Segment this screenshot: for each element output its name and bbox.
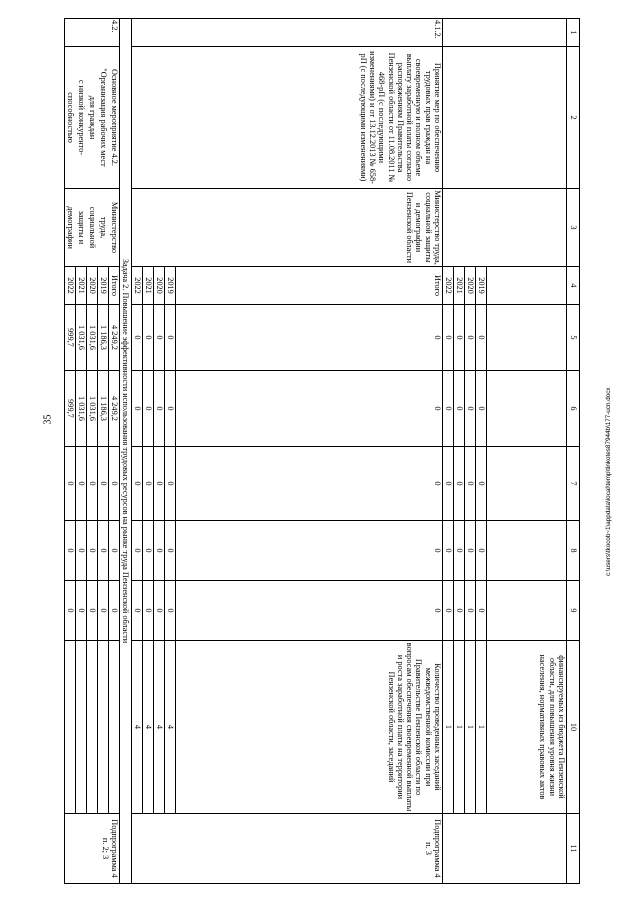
column-header: 8 (567, 521, 580, 581)
table-cell: 0 (65, 521, 76, 581)
table-cell: 2021 (143, 267, 154, 305)
table-cell: 2019 (98, 267, 109, 305)
table-cell: 1 (476, 641, 487, 814)
column-header: 7 (567, 447, 580, 521)
table-cell: 0 (76, 521, 87, 581)
table-cell (487, 447, 567, 521)
table-row (109, 19, 120, 884)
table-cell: 4 249,2 (109, 305, 120, 371)
table-cell: 2019 (165, 267, 176, 305)
measure-line: способностью (65, 47, 76, 189)
table-cell: 2020 (154, 267, 165, 305)
table-cell: 4 249,2 (109, 371, 120, 447)
table-cell: 2020 (465, 267, 476, 305)
table-cell: 0 (454, 521, 465, 581)
table-cell: 0 (87, 521, 98, 581)
table-cell: 4 (154, 641, 165, 814)
table-cell: 0 (165, 581, 176, 641)
table-cell: 0 (98, 521, 109, 581)
table-cell: 2021 (76, 267, 87, 305)
table-row (87, 19, 98, 884)
column-header: 11 (567, 814, 580, 884)
table-cell: 0 (143, 305, 154, 371)
table-row (487, 19, 567, 884)
table-cell: 0 (176, 371, 443, 447)
column-header: 9 (567, 581, 580, 641)
column-header: 1 (567, 19, 580, 47)
table-cell: 1 031,6 (76, 371, 87, 447)
table-cell: 1 (465, 641, 476, 814)
table-cell: 2022 (132, 267, 143, 305)
table-cell: 0 (443, 305, 454, 371)
table-cell: 0 (132, 521, 143, 581)
table-cell: 2022 (443, 267, 454, 305)
table-cell: 0 (132, 305, 143, 371)
table-cell: 0 (143, 371, 154, 447)
table-cell: Итого (176, 267, 443, 305)
table-row (76, 19, 87, 884)
table-cell: 999,7 (65, 305, 76, 371)
table-cell: 0 (154, 581, 165, 641)
table-cell: 0 (465, 521, 476, 581)
table-cell: 2022 (65, 267, 76, 305)
table-cell: 999,7 (65, 371, 76, 447)
table-cell: 0 (65, 447, 76, 521)
table-cell: 1 (454, 641, 465, 814)
column-header: 4 (567, 267, 580, 305)
table-cell: 0 (476, 447, 487, 521)
column-header: 10 (567, 641, 580, 814)
table-cell: 0 (154, 447, 165, 521)
executor-line: труда, (98, 189, 109, 267)
table-cell: 0 (476, 581, 487, 641)
table-cell (65, 641, 76, 814)
table-cell (109, 641, 120, 814)
table-cell: Итого (109, 267, 120, 305)
table-cell (443, 47, 567, 189)
table-cell: 0 (165, 371, 176, 447)
column-header: 5 (567, 305, 580, 371)
executor-line: демографии (65, 189, 76, 267)
table-cell: 0 (65, 581, 76, 641)
indicator-text: Количество проведенных заседаний межведомственной комиссии при Правительстве Пензенской области по вопросам обеспечения своевременной выплаты и роста заработной платы на территории Пензенской области, заседаний (176, 641, 443, 814)
table-cell: 0 (109, 581, 120, 641)
table-cell: 2019 (476, 267, 487, 305)
table-cell: 0 (476, 521, 487, 581)
table-cell: 0 (443, 581, 454, 641)
table-row (176, 19, 443, 884)
table-cell: 0 (87, 581, 98, 641)
table-cell: 0 (143, 521, 154, 581)
table-cell (87, 641, 98, 814)
table-cell (487, 521, 567, 581)
table-cell: 4 (165, 641, 176, 814)
table-cell: 1 031,6 (87, 305, 98, 371)
executor-line: социальной (87, 189, 98, 267)
measure-line: "Организация рабочих мест (98, 47, 109, 189)
table-cell (443, 189, 567, 267)
page-number: 35 (42, 414, 54, 425)
table-cell: 0 (165, 521, 176, 581)
table-cell: 0 (132, 447, 143, 521)
rotated-table-container (64, 18, 580, 883)
table-cell: 0 (154, 371, 165, 447)
table-cell: 0 (454, 305, 465, 371)
table-row (567, 19, 580, 884)
table-cell (443, 19, 567, 47)
table-cell: 0 (465, 581, 476, 641)
table-cell: 0 (154, 521, 165, 581)
table-cell: 0 (98, 447, 109, 521)
column-header: 6 (567, 371, 580, 447)
table-cell: 0 (443, 521, 454, 581)
footer-file-path: c:\users\tkocob~1\appdata\local\temp\tinkotes87944b\177-ucn.docx (605, 387, 612, 576)
table-cell (487, 371, 567, 447)
table-cell: 0 (154, 305, 165, 371)
table-cell: 1 186,3 (98, 305, 109, 371)
table-cell (487, 305, 567, 371)
table-cell (76, 641, 87, 814)
table-cell (487, 267, 567, 305)
table-cell: 0 (454, 581, 465, 641)
table-cell: 1 031,6 (87, 371, 98, 447)
table-cell: 0 (465, 371, 476, 447)
table-cell: 0 (465, 305, 476, 371)
indicator-text: финансируемых из бюджета Пензенской области, для повышения уровня жизни населения, нормативных правовых актов (487, 641, 567, 814)
table-cell: 0 (109, 447, 120, 521)
table-cell (487, 581, 567, 641)
table-cell: 4 (132, 641, 143, 814)
table-cell: 1 031,6 (76, 305, 87, 371)
table-cell: 0 (176, 581, 443, 641)
table-cell: 0 (443, 371, 454, 447)
table-cell: 1 186,3 (98, 371, 109, 447)
executor-line: защиты и (76, 189, 87, 267)
table-cell: 0 (454, 447, 465, 521)
table-row (120, 19, 132, 884)
column-header: 3 (567, 189, 580, 267)
table-cell: 2021 (454, 267, 465, 305)
table-cell: 1 (443, 641, 454, 814)
table-cell: 0 (143, 447, 154, 521)
program-ref: Подпрограмма 4 п. 3 (132, 814, 443, 884)
table-cell: 0 (476, 371, 487, 447)
column-header: 2 (567, 47, 580, 189)
table-cell: 0 (443, 447, 454, 521)
table-cell: 4 (143, 641, 154, 814)
table-cell: 2020 (87, 267, 98, 305)
table-cell: 0 (176, 447, 443, 521)
table-cell: 0 (76, 447, 87, 521)
task-heading: Задача 2. Повышение эффективности использования трудовых ресурсов на рынке труда Пензенской области (120, 19, 132, 884)
table-cell: 0 (176, 305, 443, 371)
measure-line: Основное мероприятие 4.2. (109, 47, 120, 189)
table-cell: 0 (109, 521, 120, 581)
table-cell: 0 (465, 447, 476, 521)
table-cell: 4.1.2. (132, 19, 443, 47)
table-row (65, 19, 76, 884)
table-cell (443, 814, 567, 884)
table-cell: 0 (454, 371, 465, 447)
executor-text: Министерство труда, социальной защиты и демографии Пензенской области (132, 189, 443, 267)
table-cell: 0 (132, 581, 143, 641)
table-cell: 0 (143, 581, 154, 641)
table-row (98, 19, 109, 884)
table-cell: 0 (476, 305, 487, 371)
program-ref: Подпрограмма 4 п. 2; 3 (65, 814, 120, 884)
executor-line: Министерство (109, 189, 120, 267)
table-cell: 0 (98, 581, 109, 641)
table-cell: 0 (132, 371, 143, 447)
table-cell: 0 (176, 521, 443, 581)
measure-line: для граждан (87, 47, 98, 189)
table-cell: 0 (165, 305, 176, 371)
table-cell (98, 641, 109, 814)
table-cell: 4.2. (65, 19, 120, 47)
program-table (64, 18, 580, 884)
table-cell: 0 (87, 447, 98, 521)
table-cell: 0 (165, 447, 176, 521)
measure-line: с низкой конкуренто- (76, 47, 87, 189)
table-cell: 0 (76, 581, 87, 641)
measure-text: Принятие мер по обеспечению трудовых прав граждан на своевременную и полном объеме выплату заработной платы согласно распоряжениям Правительства Пензенской области от 11.08.2011 № 468-рП (с последующими изменениями) и от 13.12.2013 № 658-рП (с последующими изменениями) (132, 47, 443, 189)
